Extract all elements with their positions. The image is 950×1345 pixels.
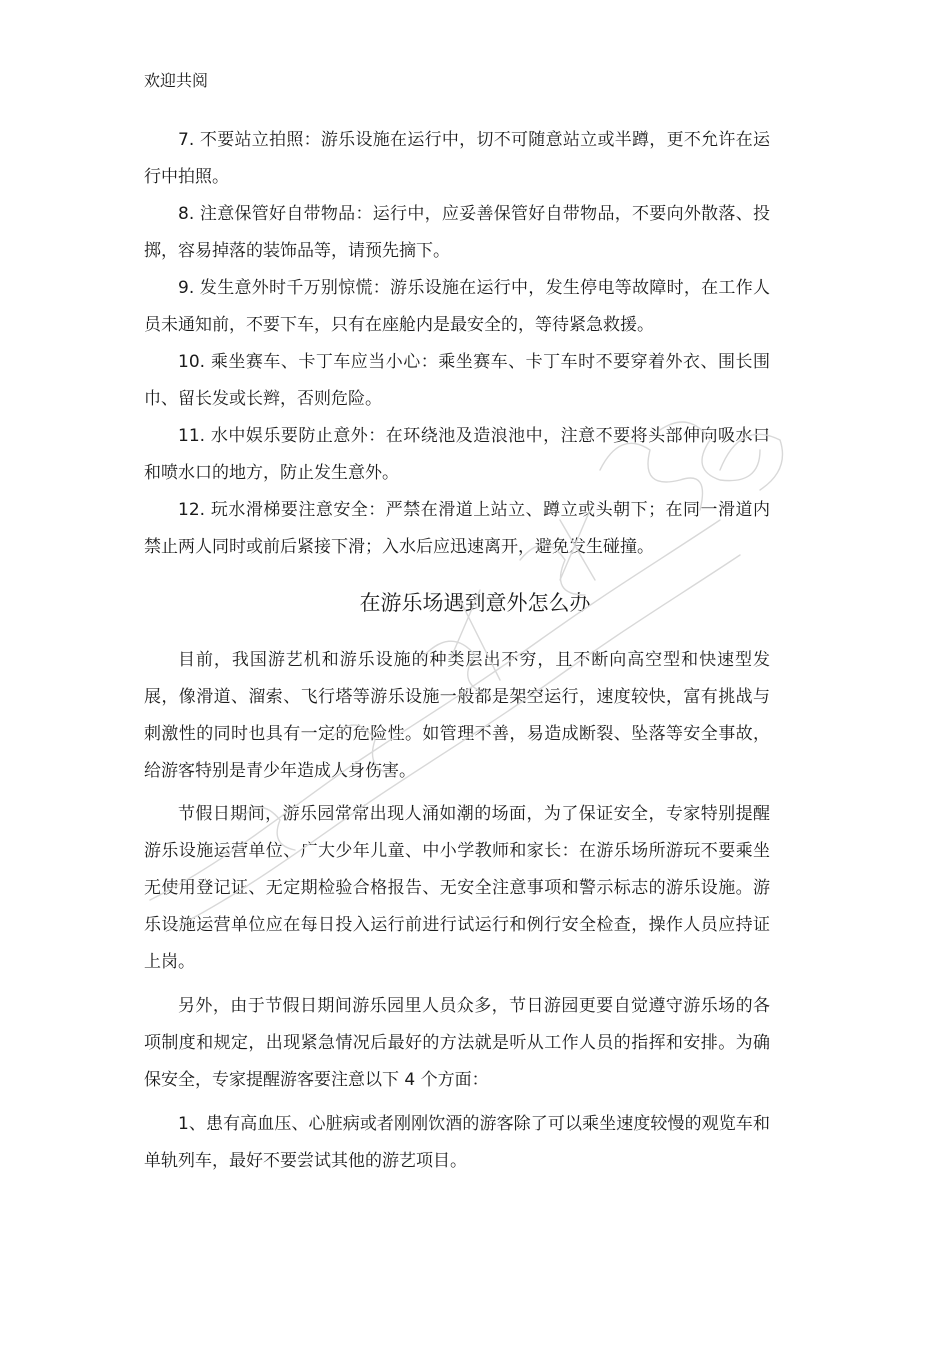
list-item-11: 11. 水中娱乐要防止意外：在环绕池及造浪池中，注意不要将头部伸向吸水口和喷水口的地方，防止发生意外。 [144,426,770,483]
page-header: 欢迎共阅 [144,71,209,90]
list-item-8: 8. 注意保管好自带物品：运行中，应妥善保管好自带物品，不要向外散落、投掷，容易掉落的装饰品等，请预先摘下。 [144,204,770,261]
paragraph-advice: 另外，由于节假日期间游乐园里人员众多，节日游园更要自觉遵守游乐场的各项制度和规定，出现紧急情况后最好的方法就是听从工作人员的指挥和安排。为确保安全，专家提醒游客要注意以下 4 个方面： [144,996,770,1090]
paragraph-item-1: 1、患有高血压、心脏病或者刚刚饮酒的游客除了可以乘坐速度较慢的观览车和单轨列车，最好不要尝试其他的游艺项目。 [144,1114,770,1171]
list-item-12: 12. 玩水滑梯要注意安全：严禁在滑道上站立、蹲立或头朝下；在同一滑道内禁止两人同时或前后紧接下滑；入水后应迅速离开，避免发生碰撞。 [144,500,770,557]
paragraph-intro: 目前，我国游艺机和游乐设施的种类层出不穷，且不断向高空型和快速型发展，像滑道、溜索、飞行塔等游乐设施一般都是架空运行，速度较快，富有挑战与刺激性的同时也具有一定的危险性。如管理不善，易造成断裂、坠落等安全事故，给游客特别是青少年造成人身伤害。 [144,650,770,781]
list-item-10: 10. 乘坐赛车、卡丁车应当小心：乘坐赛车、卡丁车时不要穿着外衣、围长围巾、留长发或长辫，否则危险。 [144,352,770,409]
paragraph-holiday: 节假日期间，游乐园常常出现人涌如潮的场面，为了保证安全，专家特别提醒游乐设施运营单位、广大少年儿童、中小学教师和家长：在游乐场所游玩不要乘坐无使用登记证、无定期检验合格报告、无安全注意事项和警示标志的游乐设施。游乐设施运营单位应在每日投入运行前进行试运行和例行安全检查，操作人员应持证上岗。 [144,804,770,972]
section-title: 在游乐场遇到意外怎么办 [359,591,591,615]
list-item-7: 7. 不要站立拍照：游乐设施在运行中，切不可随意站立或半蹲，更不允许在运行中拍照。 [144,130,770,187]
list-item-9: 9. 发生意外时千万别惊慌：游乐设施在运行中，发生停电等故障时，在工作人员未通知前，不要下车，只有在座舱内是最安全的，等待紧急救援。 [144,278,770,335]
